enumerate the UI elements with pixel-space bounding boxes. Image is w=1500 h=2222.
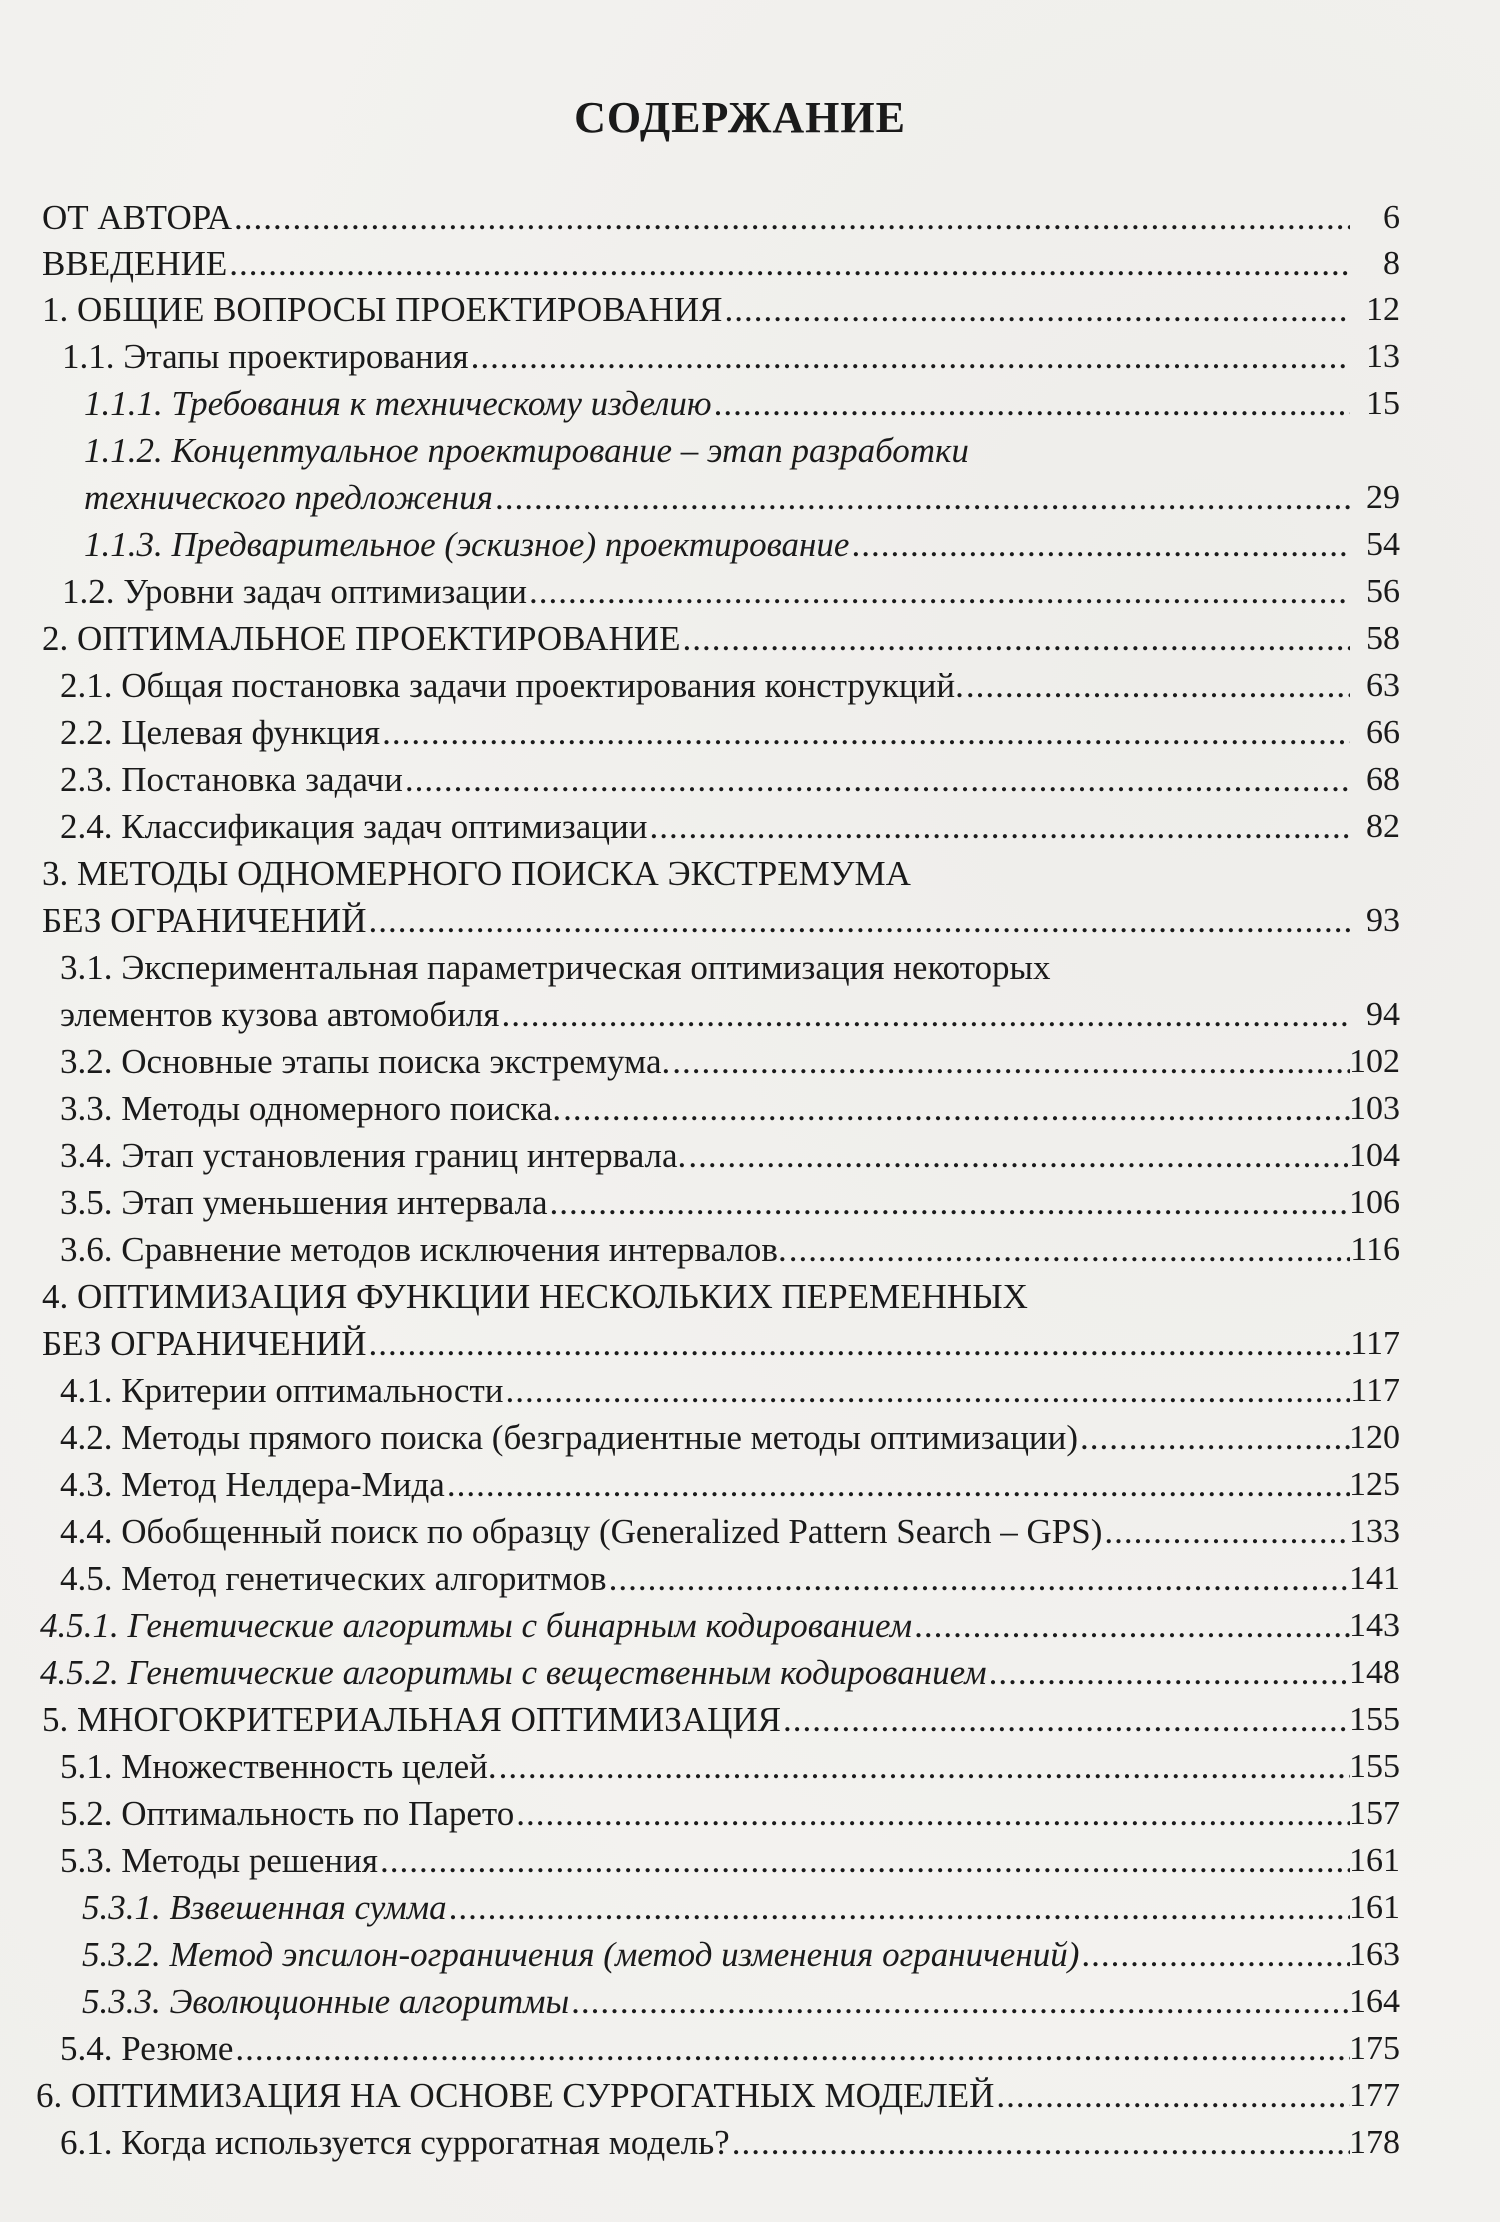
toc-entry-title: 5.3. Методы решения <box>60 1841 378 1880</box>
toc-entry <box>0 196 1500 240</box>
toc-leader-dots <box>714 382 1350 426</box>
toc-entry-title: 4.1. Критерии оптимальности <box>60 1371 504 1410</box>
toc-page-number: 141 <box>1349 1560 1400 1597</box>
toc-entry-title: 4.2. Методы прямого поиска (безградиентные методы оптимизации) <box>60 1418 1079 1457</box>
toc-leader-dots <box>996 2074 1350 2118</box>
toc-page-number: 63 <box>1366 667 1400 704</box>
toc-leader-dots <box>914 1604 1350 1648</box>
toc-entry <box>0 758 1500 802</box>
toc-entry-title: БЕЗ ОГРАНИЧЕНИЙ <box>42 1324 367 1363</box>
toc-entry-title: элементов кузова автомобиля <box>60 995 500 1034</box>
toc-page-number: 117 <box>1350 1325 1400 1362</box>
toc-entry <box>0 1322 1500 1366</box>
toc-entry-title: 3.5. Этап уменьшения интервала <box>60 1183 548 1222</box>
toc-leader-dots <box>368 1322 1350 1366</box>
toc-leader-dots <box>516 1792 1350 1836</box>
toc-leader-dots <box>989 1651 1350 1695</box>
toc-entry-title: 3.4. Этап установления границ интервала. <box>60 1136 687 1175</box>
toc-page-number: 13 <box>1366 338 1400 375</box>
toc-entry <box>0 1933 1500 1977</box>
toc-page-number: 29 <box>1366 479 1400 516</box>
toc-entry-title: БЕЗ ОГРАНИЧЕНИЙ <box>42 901 367 940</box>
toc-entry <box>0 242 1500 286</box>
toc-entry-title: 6. ОПТИМИЗАЦИЯ НА ОСНОВЕ СУРРОГАТНЫХ МОДЕЛЕЙ <box>36 2076 995 2115</box>
toc-entry-title: 2.3. Постановка задачи <box>60 760 403 799</box>
toc-leader-dots <box>783 1698 1350 1742</box>
toc-entry <box>0 1604 1500 1648</box>
toc-entry-title: ВВЕДЕНИЕ <box>42 244 228 283</box>
toc-leader-dots <box>505 1369 1350 1413</box>
toc-page-number: 94 <box>1366 996 1400 1033</box>
toc-leader-dots <box>682 617 1350 661</box>
toc-entry <box>0 1228 1500 1272</box>
toc-entry <box>0 1181 1500 1225</box>
toc-leader-dots <box>688 1134 1350 1178</box>
toc-entry-title: 1. ОБЩИЕ ВОПРОСЫ ПРОЕКТИРОВАНИЯ <box>42 290 723 329</box>
toc-entry-title: 4.3. Метод Нелдера-Мида <box>60 1465 445 1504</box>
toc-leader-dots <box>1080 1416 1350 1460</box>
toc-page-number: 106 <box>1349 1184 1400 1221</box>
toc-page-number: 155 <box>1349 1748 1400 1785</box>
toc-leader-dots <box>1104 1510 1350 1554</box>
toc-page-number: 68 <box>1366 761 1400 798</box>
toc-entry-title: 5.4. Резюме <box>60 2029 234 2068</box>
toc-leader-dots <box>380 1839 1350 1883</box>
toc-entry-title: технического предложения <box>84 478 493 517</box>
toc-page-number: 177 <box>1349 2077 1400 2114</box>
toc-entry <box>0 1087 1500 1131</box>
toc-entry <box>0 1040 1500 1084</box>
toc-page-number: 104 <box>1349 1137 1400 1174</box>
toc-entry-title: 4. ОПТИМИЗАЦИЯ ФУНКЦИИ НЕСКОЛЬКИХ ПЕРЕМЕННЫХ <box>42 1277 1028 1316</box>
toc-entry-title: 4.5. Метод генетических алгоритмов <box>60 1559 607 1598</box>
toc-leader-dots <box>563 1087 1350 1131</box>
toc-entry <box>0 1698 1500 1742</box>
toc-leader-dots <box>471 335 1350 379</box>
toc-page-number: 103 <box>1349 1090 1400 1127</box>
toc-leader-dots <box>725 288 1350 332</box>
toc-entry-title: 1.1.3. Предварительное (эскизное) проектирование <box>84 525 850 564</box>
toc-entry <box>0 1134 1500 1178</box>
toc-leader-dots <box>235 2027 1350 2071</box>
toc-entry <box>0 1557 1500 1601</box>
toc-leader-dots <box>229 242 1350 286</box>
toc-entry <box>0 664 1500 708</box>
toc-page-number: 161 <box>1349 1842 1400 1879</box>
toc-entry <box>0 570 1500 614</box>
toc-leader-dots <box>447 1463 1350 1507</box>
toc-entry-title: 1.2. Уровни задач оптимизации <box>62 572 528 611</box>
toc-leader-dots <box>1081 1933 1350 1977</box>
toc-page-number: 143 <box>1349 1607 1400 1644</box>
toc-page-number: 58 <box>1366 620 1400 657</box>
toc-page-number: 6 <box>1383 199 1400 236</box>
toc-entry-title: 5.2. Оптимальность по Парето <box>60 1794 515 1833</box>
toc-leader-dots <box>234 196 1350 240</box>
toc-leader-dots <box>609 1557 1350 1601</box>
toc-leader-dots <box>382 711 1350 755</box>
toc-entry-title: 5.3.2. Метод эпсилон-ограничения (метод изменения ограничений) <box>82 1935 1080 1974</box>
toc-page-number: 148 <box>1349 1654 1400 1691</box>
toc-leader-dots <box>405 758 1350 802</box>
toc-page-number: 8 <box>1383 245 1400 282</box>
toc-page-number: 56 <box>1366 573 1400 610</box>
toc-entry <box>0 2027 1500 2071</box>
toc-entry-title: 3.2. Основные этапы поиска экстремума. <box>60 1042 671 1081</box>
toc-entry <box>0 1792 1500 1836</box>
toc-entry <box>0 899 1500 943</box>
toc-leader-dots <box>732 2121 1350 2165</box>
toc-page-number: 163 <box>1349 1936 1400 1973</box>
toc-entry-title: 4.5.1. Генетические алгоритмы с бинарным кодированием <box>40 1606 913 1645</box>
toc-entry <box>0 1651 1500 1695</box>
toc-leader-dots <box>499 1745 1350 1789</box>
toc-entry-title: 1.1.1. Требования к техническому изделию <box>84 384 712 423</box>
toc-entry <box>0 2074 1500 2118</box>
toc-page-number: 133 <box>1349 1513 1400 1550</box>
toc-entry <box>0 1416 1500 1460</box>
toc-leader-dots <box>966 664 1350 708</box>
toc-entry-title: 2.2. Целевая функция <box>60 713 381 752</box>
toc-entry-title: 6.1. Когда используется суррогатная модель? <box>60 2123 730 2162</box>
toc-page-number: 164 <box>1349 1983 1400 2020</box>
toc-page-number: 12 <box>1366 291 1400 328</box>
toc-entry <box>0 617 1500 661</box>
toc-leader-dots <box>672 1040 1350 1084</box>
toc-page-number: 125 <box>1349 1466 1400 1503</box>
toc-leader-dots <box>368 899 1350 943</box>
toc-page-number: 116 <box>1350 1231 1400 1268</box>
toc-leader-dots <box>495 476 1350 520</box>
toc-leader-dots <box>550 1181 1350 1225</box>
toc-leader-dots <box>502 993 1351 1037</box>
toc-page-number: 82 <box>1366 808 1400 845</box>
toc-entry-title: 5. МНОГОКРИТЕРИАЛЬНАЯ ОПТИМИЗАЦИЯ <box>42 1700 781 1739</box>
toc-page-number: 161 <box>1349 1889 1400 1926</box>
toc-entry <box>0 805 1500 849</box>
toc-entry <box>0 476 1500 520</box>
toc-entry-title: 2.4. Классификация задач оптимизации <box>60 807 648 846</box>
toc-entry <box>0 711 1500 755</box>
toc-entry-title: 4.4. Обобщенный поиск по образцу (Generalized Pattern Search – GPS) <box>60 1512 1103 1551</box>
toc-entry <box>0 1510 1500 1554</box>
toc-page-number: 102 <box>1349 1043 1400 1080</box>
toc-entry-title: 5.1. Множественность целей. <box>60 1747 497 1786</box>
toc-page-number: 178 <box>1349 2124 1400 2161</box>
page-title: СОДЕРЖАНИЕ <box>574 93 906 142</box>
toc-entry <box>0 382 1500 426</box>
toc-entry <box>0 523 1500 567</box>
toc-entry-title: 1.1. Этапы проектирования <box>62 337 469 376</box>
toc-entry <box>0 1886 1500 1930</box>
toc-leader-dots <box>789 1228 1350 1272</box>
toc-entry-title: 2. ОПТИМАЛЬНОЕ ПРОЕКТИРОВАНИЕ <box>42 619 681 658</box>
toc-entry <box>0 1369 1500 1413</box>
toc-leader-dots <box>851 523 1350 567</box>
toc-entry <box>0 1980 1500 2024</box>
toc-entry-title: 5.3.3. Эволюционные алгоритмы <box>82 1982 570 2021</box>
toc-entry-title: 2.1. Общая постановка задачи проектирования конструкций. <box>60 666 964 705</box>
toc-entry-title: 1.1.2. Концептуальное проектирование – этап разработки <box>84 431 969 470</box>
toc-entry <box>0 288 1500 332</box>
toc-page-number: 175 <box>1349 2030 1400 2067</box>
toc-entry <box>0 335 1500 379</box>
toc-entry-title: 3.1. Экспериментальная параметрическая оптимизация некоторых <box>60 948 1051 987</box>
toc-entry-title: ОТ АВТОРА <box>42 198 233 237</box>
toc-entry <box>0 1463 1500 1507</box>
toc-page-number: 66 <box>1366 714 1400 751</box>
toc-entry <box>0 2121 1500 2165</box>
toc-leader-dots <box>529 570 1350 614</box>
toc-entry <box>0 1745 1500 1789</box>
toc-page-number: 54 <box>1366 526 1400 563</box>
toc-entry-title: 4.5.2. Генетические алгоритмы с вещественным кодированием <box>40 1653 987 1692</box>
toc-entry <box>0 993 1500 1037</box>
toc-page-number: 93 <box>1366 902 1400 939</box>
toc-page-number: 120 <box>1349 1419 1400 1456</box>
toc-leader-dots <box>649 805 1350 849</box>
toc-leader-dots <box>571 1980 1350 2024</box>
toc-page-number: 155 <box>1349 1701 1400 1738</box>
toc-page-number: 15 <box>1366 385 1400 422</box>
toc-entry-title: 3. МЕТОДЫ ОДНОМЕРНОГО ПОИСКА ЭКСТРЕМУМА <box>42 854 911 893</box>
toc-entry-title: 5.3.1. Взвешенная сумма <box>82 1888 447 1927</box>
toc-entry <box>0 1839 1500 1883</box>
toc-leader-dots <box>449 1886 1350 1930</box>
toc-page-number: 157 <box>1349 1795 1400 1832</box>
toc-page-number: 117 <box>1350 1372 1400 1409</box>
toc-entry-title: 3.3. Методы одномерного поиска. <box>60 1089 562 1128</box>
toc-entry-title: 3.6. Сравнение методов исключения интервалов. <box>60 1230 787 1269</box>
